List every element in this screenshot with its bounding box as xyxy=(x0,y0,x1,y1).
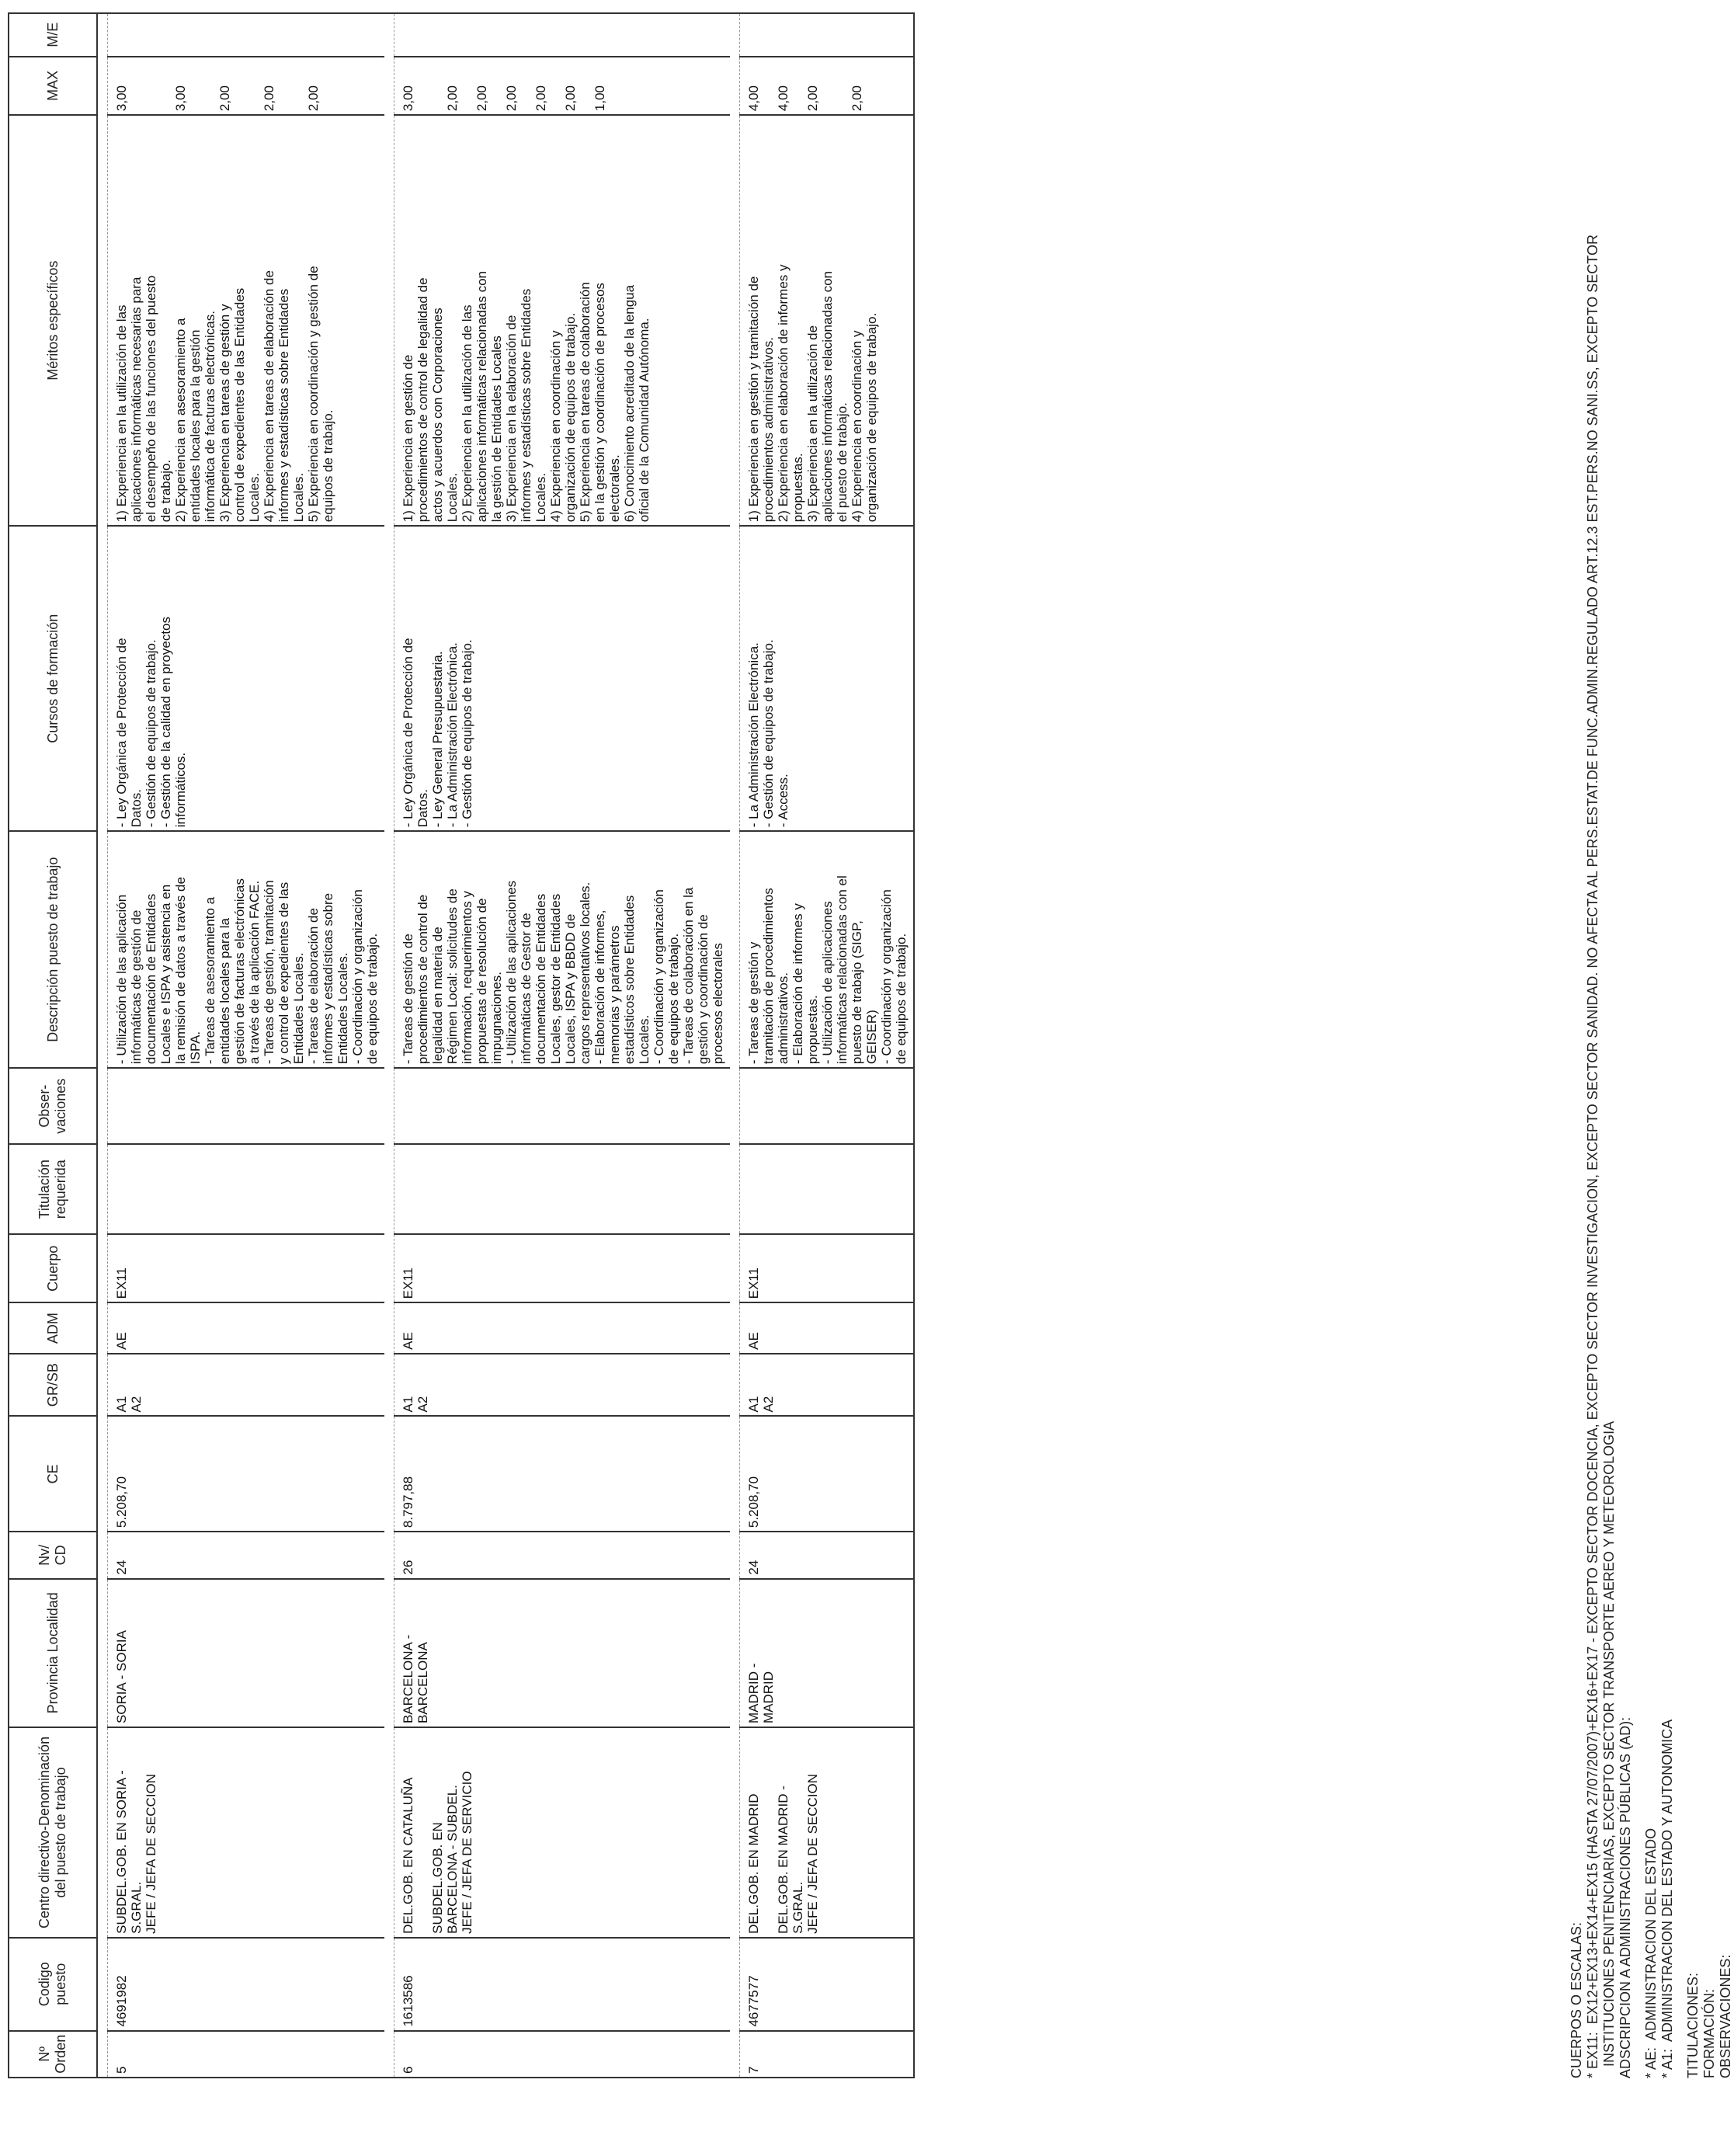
adscripcion-title: ADSCRIPCION A ADMINISTRACIONES PÚBLICAS (AD): xyxy=(1618,1716,1633,2078)
cell-ce xyxy=(394,1416,731,1532)
cell-cuerpo xyxy=(740,1234,915,1302)
ce-value: 8.797,88 xyxy=(401,1476,415,1528)
cell-nivel xyxy=(740,1532,915,1578)
cell-orden xyxy=(108,2031,385,2078)
centro-directivo: DEL.GOB. EN CATALUÑA SUBDEL.GOB. EN BARCELONA - SUBDEL. xyxy=(401,1777,460,1934)
ce-value: 5.208,70 xyxy=(746,1476,761,1528)
descripcion-value: - Tareas de gestión y tramitación de procedimientos administrativos. - Elaboración de informes y propuestas. - Utilización de aplicaciones informáticas relacionadas con el puesto de trabajo (SIGP, GEISER) - Coordinación y organización de equipos de trabajo. xyxy=(746,875,909,1065)
provincia-value: SORIA - SORIA xyxy=(114,1630,129,1724)
header-orden: Nº Orden xyxy=(9,2031,97,2078)
cuerpo-value: EX11 xyxy=(746,1268,761,1299)
titulaciones-label: TITULACIONES: xyxy=(1685,1972,1701,2078)
cell-me xyxy=(740,13,915,57)
footer-notes xyxy=(1569,12,1734,2078)
cursos-value: - Ley Orgánica de Protección de Datos. - Ley General Presupuestaria. - La Administración Electrónica. - Gestión de equipos de trabajo. xyxy=(401,638,474,828)
cursos-value: - Ley Orgánica de Protección de Datos. - Gestión de equipos de trabajo. - Gestión de la calidad en proyectos informáticos. xyxy=(114,617,188,828)
table-row xyxy=(394,13,731,2078)
adscripcion-a1: * A1: ADMINISTRACION DEL ESTADO Y AUTONOMICA xyxy=(1659,1719,1675,2078)
cell-max xyxy=(740,57,915,116)
header-titulacion: Titulación requerida xyxy=(9,1144,97,1234)
max-value: 3,00 3,00 2,00 2,00 2,00 xyxy=(114,85,321,112)
codigo-value: 4677577 xyxy=(746,1975,761,2027)
cuerpo-value: EX11 xyxy=(401,1268,415,1299)
cursos-value: - La Administración Electrónica. - Gestión de equipos de trabajo. - Access. xyxy=(746,639,791,828)
denominacion: JEFE / JEFA DE SERVICIO xyxy=(460,1771,474,1934)
centro-directivo: DEL.GOB. EN MADRID DEL.GOB. EN MADRID - S.GRAL. xyxy=(746,1786,805,1934)
cell-adm xyxy=(108,1302,385,1354)
descripcion-value: - Utilización de las aplicación informáticas de gestión de documentación de Entidades Locales e ISPA y asistencia en la remisión de datos a través de ISPA. - Tareas de asesoramiento a entidades locales para la gestión de facturas electrónicas a través de la aplicación FACE. - Tareas de gestión, tramitación y control de expedientes de las Entidades Locales. - Tareas de elaboración de informes y estadísticas sobre Entidades Locales. - Coordinación y organización de equipos de trabajo. xyxy=(114,877,380,1065)
cell-centro xyxy=(108,1727,385,1938)
cell-nivel xyxy=(108,1532,385,1578)
header-nivel: Nv/ CD xyxy=(9,1532,97,1578)
cell-codigo xyxy=(394,1938,731,2031)
cell-meritos xyxy=(394,115,731,526)
header-grupo: GR/SB xyxy=(9,1354,97,1417)
centro-directivo: SUBDEL.GOB. EN SORIA - S.GRAL. xyxy=(114,1770,144,1934)
cell-descripcion xyxy=(108,831,385,1068)
header-observaciones: Obser-vaciones xyxy=(9,1068,97,1144)
footer-gap xyxy=(1676,12,1685,2078)
table-spacer xyxy=(730,13,740,2078)
nivel-value: 24 xyxy=(114,1560,129,1575)
header-centro: Centro directivo-Denominación del puesto de trabajo xyxy=(9,1727,97,1938)
codigo-value: 4691982 xyxy=(114,1975,129,2027)
cell-adm xyxy=(394,1302,731,1354)
cell-titulacion xyxy=(108,1144,385,1234)
cell-observaciones xyxy=(394,1068,731,1144)
header-meritos: Méritos específicos xyxy=(9,115,97,526)
header-cuerpo: Cuerpo xyxy=(9,1234,97,1302)
observaciones-label: OBSERVACIONES: xyxy=(1718,1954,1733,2078)
denominacion: JEFE / JEFA DE SECCION xyxy=(144,1773,158,1934)
cell-cursos xyxy=(394,526,731,831)
meritos-value: 1) Experiencia en gestión y tramitación de procedimientos administrativos. 2) Experiencia en elaboración de informes y propuestas. 3) Experiencia en la utilización de aplicaciones informáticas relacionadas con el puesto de trabajo. 4) Experiencia en coordinación y organización de equipos de trabajo. xyxy=(746,264,879,523)
adm-value: AE xyxy=(401,1332,415,1350)
header-descripcion: Descripción puesto de trabajo xyxy=(9,831,97,1068)
cuerpos-line-1: * EX11: EX12+EX13+EX14+EX15 (HASTA 27/07/2007)+EX16+EX17 - EXCEPTO SECTOR DOCENCIA, EXCEPTO SECTOR INVESTIGACION, EXCEPTO SECTOR SANIDAD. NO AFECTA AL PERS.ESTAT.DE FUNC.ADMIN.REGULADO ART.12.3 EST.PERS.NO SANI.SS, EXCEPTO SECTOR xyxy=(1585,235,1600,2078)
cell-provincia xyxy=(394,1579,731,1727)
ce-value: 5.208,70 xyxy=(114,1476,129,1528)
cuerpo-value: EX11 xyxy=(114,1268,129,1299)
provincia-value: BARCELONA - BARCELONA xyxy=(401,1634,430,1724)
cell-me xyxy=(108,13,385,57)
orden-value: 5 xyxy=(114,2066,129,2074)
cell-descripcion xyxy=(394,831,731,1068)
cell-descripcion xyxy=(740,831,915,1068)
table-spacer xyxy=(384,13,394,2078)
cell-meritos xyxy=(740,115,915,526)
cell-observaciones xyxy=(108,1068,385,1144)
cell-adm xyxy=(740,1302,915,1354)
header-ce: CE xyxy=(9,1416,97,1532)
cell-cursos xyxy=(108,526,385,831)
max-value: 3,00 2,00 2,00 2,00 2,00 2,00 1,00 xyxy=(401,85,607,112)
cell-provincia xyxy=(740,1579,915,1727)
header-provincia: Provincia Localidad xyxy=(9,1579,97,1727)
orden-value: 7 xyxy=(746,2066,761,2074)
grupo-value: A1 A2 xyxy=(114,1396,144,1413)
cuerpos-line-2: INSTITUCIONES PENITENCIARIAS, EXCEPTO SECTOR TRANSPORTE AEREO Y METEOROLOGIA xyxy=(1601,1421,1617,2078)
grupo-value: A1 A2 xyxy=(746,1396,776,1413)
cell-meritos xyxy=(108,115,385,526)
adscripcion-ae: * AE: ADMINISTRACION DEL ESTADO xyxy=(1643,1827,1659,2078)
cell-nivel xyxy=(394,1532,731,1578)
cell-orden xyxy=(394,2031,731,2078)
job-positions-table xyxy=(8,12,915,2078)
header-max: MAX xyxy=(9,57,97,116)
header-codigo: Codigo puesto xyxy=(9,1938,97,2031)
cell-grupo xyxy=(394,1354,731,1417)
cell-cursos xyxy=(740,526,915,831)
cell-centro xyxy=(740,1727,915,1938)
orden-value: 6 xyxy=(401,2066,415,2074)
cell-cuerpo xyxy=(108,1234,385,1302)
descripcion-value: - Tareas de gestión de procedimientos de control de legalidad en materia de Régimen Local: solicitudes de información, requerimientos y propuestas de resolución de impugnaciones. - Utilización de las aplicaciones informáticas de Gestor de documentación de Entidades Locales, gestor de Entidades Locales, ISPA y BBDD de cargos representativos locales. - Elaboración de informes, memorias y parámetros estadísticos sobre Entidades Locales. - Coordinación y organización de equipos de trabajo. - Tareas de colaboración en la gestión y coordinación de procesos electorales xyxy=(401,880,725,1065)
nivel-value: 24 xyxy=(746,1560,761,1575)
adm-value: AE xyxy=(114,1332,129,1350)
codigo-value: 1613586 xyxy=(401,1975,415,2027)
cell-observaciones xyxy=(740,1068,915,1144)
cell-cuerpo xyxy=(394,1234,731,1302)
formacion-label: FORMACIÓN: xyxy=(1701,1989,1717,2078)
nivel-value: 26 xyxy=(401,1560,415,1575)
cell-ce xyxy=(108,1416,385,1532)
cell-me xyxy=(394,13,731,57)
cell-centro xyxy=(394,1727,731,1938)
grupo-value: A1 A2 xyxy=(401,1396,430,1413)
cell-max xyxy=(394,57,731,116)
table-header xyxy=(9,13,97,2078)
cell-max xyxy=(108,57,385,116)
denominacion: JEFE / JEFA DE SECCION xyxy=(805,1773,820,1934)
table-row xyxy=(740,13,915,2078)
cell-grupo xyxy=(740,1354,915,1417)
footer-gap xyxy=(1634,12,1643,2078)
cell-titulacion xyxy=(394,1144,731,1234)
cuerpos-title: CUERPOS O ESCALAS: xyxy=(1569,1921,1584,2078)
meritos-value: 1) Experiencia en gestión de procedimientos de control de legalidad de actos y acuerdos con Corporaciones Locales. 2) Experiencia en la utilización de las aplicaciones informáticas relacionadas con la gestión de Entidades Locales 3) Experiencia en la elaboración de informes y estadísticas sobre Entidades Locales. 4) Experiencia en coordinación y organización de equipos de trabajo. 5) Experiencia en tareas de colaboración en la gestión y coordinación de procesos electorales. 6) Conocimiento acreditado de la lengua oficial de la Comunidad Autónoma. xyxy=(401,271,652,523)
provincia-value: MADRID - MADRID xyxy=(746,1663,776,1724)
cell-titulacion xyxy=(740,1144,915,1234)
cell-codigo xyxy=(740,1938,915,2031)
header-me: M/E xyxy=(9,13,97,57)
max-value: 4,00 4,00 2,00 2,00 xyxy=(746,85,864,112)
table-spacer xyxy=(97,13,108,2078)
cell-ce xyxy=(740,1416,915,1532)
meritos-value: 1) Experiencia en la utilización de las aplicaciones informáticas necesarias para el desempeño de las funciones del puesto de trabajo. 2) Experiencia en asesoramiento a entidades locales para la gestión informática de facturas electrónicas. 3) Experiencia en tareas de gestión y control de expedientes de las Entidades Locales. 4) Experiencia en tareas de elaboración de informes y estadísticas sobre Entidades Locales. 5) Experiencia en coordinación y gestión de equipos de trabajo. xyxy=(114,266,335,523)
cell-orden xyxy=(740,2031,915,2078)
adm-value: AE xyxy=(746,1332,761,1350)
cell-provincia xyxy=(108,1579,385,1727)
table-row xyxy=(108,13,385,2078)
cell-codigo xyxy=(108,1938,385,2031)
cell-grupo xyxy=(108,1354,385,1417)
header-adm: ADM xyxy=(9,1302,97,1354)
header-cursos: Cursos de formación xyxy=(9,526,97,831)
